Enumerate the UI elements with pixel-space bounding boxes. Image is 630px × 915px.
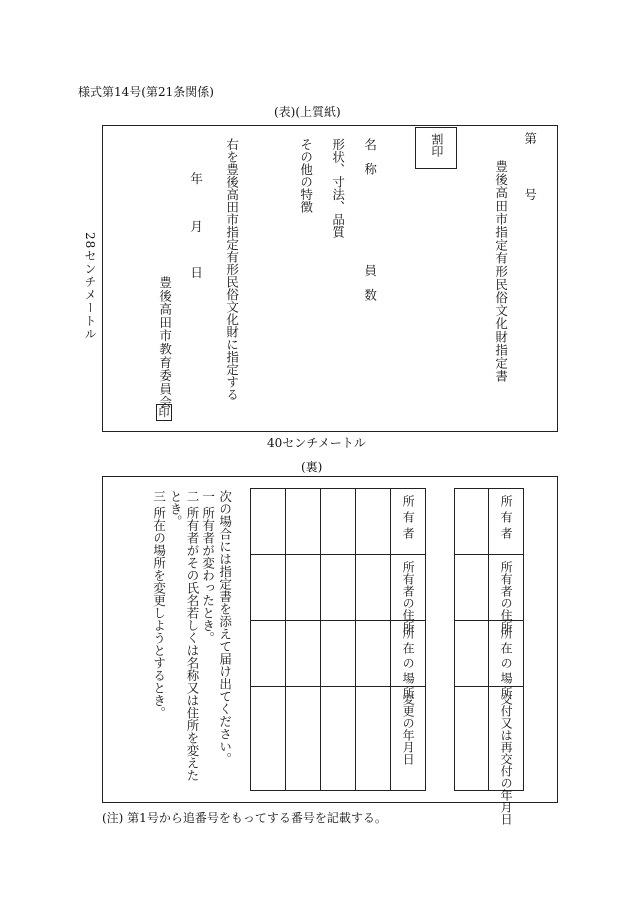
width-dimension-label: 40センチメートル [267,436,366,450]
notice-intro: 次の場合には指定書を添えて届け出てください。 [217,490,233,765]
form-number: 様式第14号(第21条関係) [78,85,214,99]
table-cell [251,621,286,687]
month-label: 月 [188,220,204,233]
table-cell [251,687,286,791]
table-cell [251,489,286,555]
height-dimension-label: 28センチメートル [83,232,97,341]
side-header-owner-cell: 所有者 [489,489,524,555]
table-cell [356,555,391,621]
side-header-location-cell: 所在の場所 [489,621,524,687]
header-owner-address-cell: 所有者の住所 [391,555,426,621]
table-cell [321,621,356,687]
notice-item-2: 二 所有者がその氏名若しくは名称又は住所を変えたとき。 [168,490,200,782]
table-cell [286,489,321,555]
other-features-label: その他の特徴 [298,138,314,213]
table-cell [286,555,321,621]
certificate-title: 豊後高田市指定有形民俗文化財指定書 [493,160,509,383]
table-cell [356,489,391,555]
tally-seal-box [415,127,457,169]
side-header-owner-address-cell: 所有者の住所 [489,555,524,621]
issuance-record-table [454,488,524,825]
notice-item-3: 三 所在の場所を変更しようとするとき。 [151,490,167,719]
issuer-seal-label: 印 [158,406,170,419]
back-label: (裏) [301,460,323,474]
day-label: 日 [188,266,204,279]
notice-item-1: 一 所有者が変わったとき。 [200,490,216,644]
table-cell [455,687,489,791]
count-label: 員 数 [362,264,378,305]
issuer-seal-box [156,404,172,421]
table-cell [455,555,489,621]
table-cell [321,489,356,555]
shape-dimension-quality-label: 形状、寸法、品質 [330,138,346,238]
table-cell [321,555,356,621]
certificate-number-prefix: 第 [522,132,538,145]
table-cell [251,555,286,621]
table-cell [286,621,321,687]
tally-seal-label: 割印 [429,133,444,157]
footnote: (注) 第1号から追番号をもってする番号を記載する。 [102,811,387,825]
header-change-date-cell: 変更の年月日 [391,687,426,791]
table-cell [455,621,489,687]
change-record-table [250,488,426,791]
certificate-number-suffix: 号 [522,188,538,201]
side-header-issue-date-cell: 交付又は再交付の年月日 [489,687,524,791]
name-label: 名 称 [362,138,378,179]
designation-statement: 右を豊後高田市指定有形民俗文化財に指定する [224,138,240,401]
issuer-name: 豊後高田市教育委員会 [157,276,173,409]
header-owner-cell: 所有者 [391,489,426,555]
table-cell [356,621,391,687]
header-location-cell: 所在の場所 [391,621,426,687]
front-label: (表)(上質紙) [274,105,341,119]
table-cell [356,687,391,791]
table-cell [321,687,356,791]
year-label: 年 [188,172,204,185]
table-cell [286,687,321,791]
table-cell [455,489,489,555]
